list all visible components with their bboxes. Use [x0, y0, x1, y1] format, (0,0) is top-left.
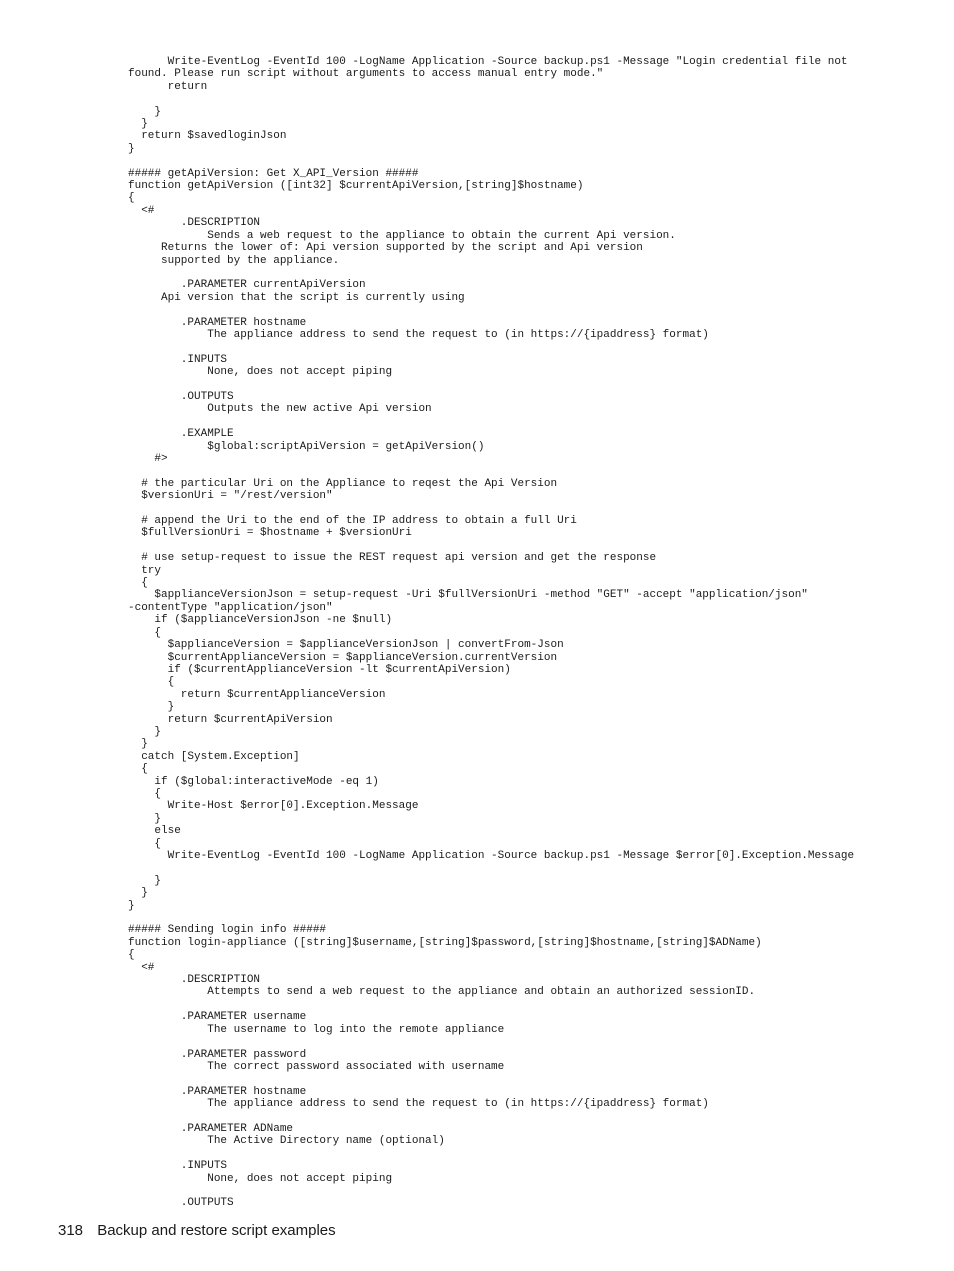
code-line: { [128, 626, 162, 639]
code-line: <# [128, 204, 155, 217]
code-line [128, 1185, 928, 1197]
code-line: .OUTPUTS [128, 1197, 234, 1210]
code-line: $global:scriptApiVersion = getApiVersion() [128, 440, 485, 453]
code-line: Returns the lower of: Api version supported by the script and Api version [128, 242, 643, 255]
code-line: .DESCRIPTION [128, 974, 261, 987]
code-line [128, 1148, 928, 1160]
code-line [128, 862, 928, 874]
code-line: The correct password associated with username [128, 1060, 505, 1073]
code-line: .INPUTS [128, 1160, 228, 1173]
code-line [128, 267, 928, 279]
code-line: return [128, 80, 208, 93]
code-line: Outputs the new active Api version [128, 403, 432, 416]
code-line: # use setup-request to issue the REST request api version and get the response [128, 552, 657, 565]
code-line: .PARAMETER ADName [128, 1122, 294, 1135]
code-line: } [128, 105, 162, 118]
code-line: } [128, 887, 148, 900]
code-line: if ($global:interactiveMode -eq 1) [128, 775, 379, 788]
code-line: return $savedloginJson [128, 130, 287, 143]
code-line [128, 912, 928, 924]
code-line: Write-EventLog -EventId 100 -LogName Application -Source backup.ps1 -Message $error[0].Exception.Message [128, 850, 855, 862]
code-line: { [128, 192, 135, 205]
code-line: .INPUTS [128, 353, 228, 366]
code-line: } [128, 701, 175, 714]
code-line: catch [System.Exception] [128, 750, 300, 763]
code-line [128, 1073, 928, 1085]
code-line [128, 1036, 928, 1048]
code-line [128, 465, 928, 477]
code-line: if ($applianceVersionJson -ne $null) [128, 614, 393, 627]
code-line [128, 341, 928, 353]
code-line [128, 155, 928, 167]
code-line: .EXAMPLE [128, 428, 234, 441]
code-line: } [128, 899, 135, 912]
code-line: function getApiVersion ([int32] $currentApiVersion,[string]$hostname) [128, 180, 584, 193]
code-line: } [128, 725, 162, 738]
code-line: return $currentApplianceVersion [128, 688, 386, 701]
code-line: $applianceVersionJson = setup-request -Uri $fullVersionUri -method "GET" -accept "application/json" [128, 589, 808, 602]
code-line: The appliance address to send the request to (in https://{ipaddress} format) [128, 328, 709, 341]
section-title: Backup and restore script examples [97, 1222, 336, 1239]
code-line: $versionUri = "/rest/version" [128, 490, 333, 503]
code-line: else [128, 825, 181, 838]
code-line: The appliance address to send the request to (in https://{ipaddress} format) [128, 1098, 709, 1111]
code-line: Write-Host $error[0].Exception.Message [128, 800, 419, 813]
code-line: } [128, 118, 148, 131]
code-line: Attempts to send a web request to the appliance and obtain an authorized sessionID. [128, 986, 756, 999]
code-line: { [128, 577, 148, 590]
code-line [128, 379, 928, 391]
code-line [128, 304, 928, 316]
code-line: try [128, 564, 162, 577]
code-line: { [128, 949, 135, 962]
code-line: ##### getApiVersion: Get X_API_Version ##### [128, 167, 419, 180]
code-line: } [128, 142, 135, 155]
code-line: The username to log into the remote appliance [128, 1023, 505, 1036]
code-line: Sends a web request to the appliance to obtain the current Api version. [128, 229, 676, 242]
code-line [128, 540, 928, 552]
code-line: { [128, 676, 175, 689]
code-line: found. Please run script without arguments to access manual entry mode." [128, 68, 604, 81]
code-line: .PARAMETER hostname [128, 1085, 307, 1098]
code-line: return $currentApiVersion [128, 713, 333, 726]
code-line: The Active Directory name (optional) [128, 1135, 445, 1148]
code-line [128, 416, 928, 428]
code-line [128, 93, 928, 105]
code-line: Write-EventLog -EventId 100 -LogName Application -Source backup.ps1 -Message "Login credential file not [128, 56, 848, 68]
code-line: #> [128, 453, 168, 465]
code-line: # append the Uri to the end of the IP address to obtain a full Uri [128, 515, 577, 528]
code-line: .PARAMETER hostname [128, 316, 307, 329]
code-line: function login-appliance ([string]$username,[string]$password,[string]$hostname,[string]$ADName) [128, 936, 762, 949]
code-line: <# [128, 961, 155, 974]
page-footer [58, 1222, 336, 1239]
code-line: .PARAMETER password [128, 1048, 307, 1061]
code-line: { [128, 837, 162, 850]
code-line: } [128, 738, 148, 751]
code-line: } [128, 874, 162, 887]
code-line: if ($currentApplianceVersion -lt $currentApiVersion) [128, 663, 511, 676]
code-listing [128, 56, 928, 1210]
code-line: supported by the appliance. [128, 254, 340, 267]
code-line: None, does not accept piping [128, 366, 393, 379]
code-line [128, 503, 928, 515]
code-line: .PARAMETER username [128, 1011, 307, 1024]
code-line: ##### Sending login info ##### [128, 924, 327, 937]
code-line: .PARAMETER currentApiVersion [128, 279, 366, 292]
code-line: -contentType "application/json" [128, 601, 333, 614]
code-line: { [128, 787, 162, 800]
code-line: $applianceVersion = $applianceVersionJson | convertFrom-Json [128, 639, 564, 652]
page-number: 318 [58, 1222, 84, 1239]
code-line: .DESCRIPTION [128, 217, 261, 230]
code-line [128, 999, 928, 1011]
code-line: Api version that the script is currently using [128, 291, 465, 304]
code-line: .OUTPUTS [128, 390, 234, 403]
code-line: } [128, 812, 162, 825]
code-line: None, does not accept piping [128, 1172, 393, 1185]
code-line: $fullVersionUri = $hostname + $versionUri [128, 527, 412, 540]
code-line: $currentApplianceVersion = $applianceVersion.currentVersion [128, 651, 558, 664]
code-line: { [128, 763, 148, 776]
code-line [128, 1111, 928, 1123]
code-line: # the particular Uri on the Appliance to reqest the Api Version [128, 477, 558, 490]
